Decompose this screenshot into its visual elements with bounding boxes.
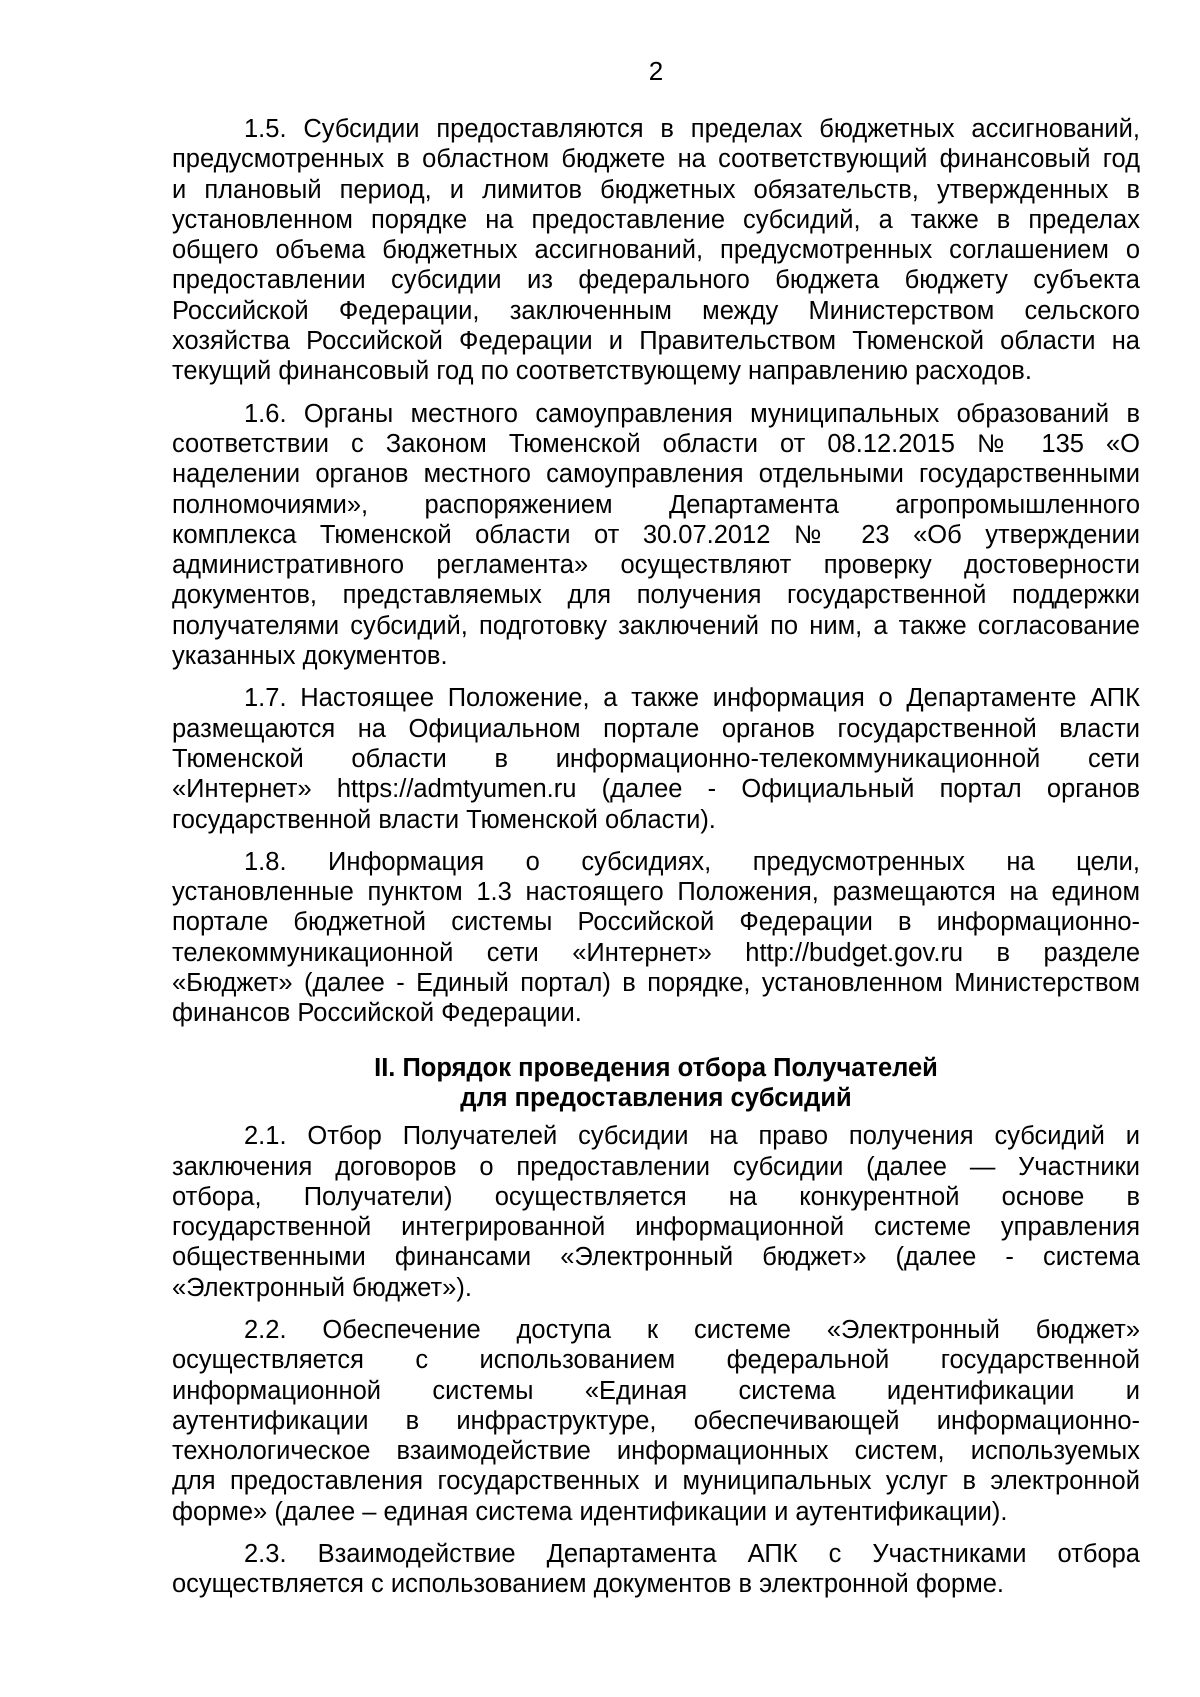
- paragraph-line: текущий финансовый год по соответствующему направлению расходов.: [172, 357, 1032, 386]
- section-1-paragraphs: [172, 114, 1140, 1029]
- paragraph-line: заключения договоров о предоставлении субсидии (далее — Участники: [172, 1152, 1140, 1181]
- section-heading-line-2: для предоставления субсидий: [460, 1083, 852, 1112]
- paragraph: [172, 683, 1140, 834]
- paragraph-line: наделении органов местного самоуправления отдельными государственными: [172, 460, 1140, 489]
- paragraph-line: для предоставления государственных и муниципальных услуг в электронной: [172, 1467, 1140, 1496]
- paragraph-line: комплекса Тюменской области от 30.07.2012 № 23 «Об утверждении: [172, 520, 1140, 549]
- paragraph-line: технологическое взаимодействие информационных систем, используемых: [172, 1437, 1140, 1466]
- paragraph-line: государственной интегрированной информационной системе управления: [172, 1213, 1140, 1242]
- paragraph-line: «Бюджет» (далее - Единый портал) в порядке, установленном Министерством: [172, 969, 1140, 998]
- paragraph-line: 1.8. Информация о субсидиях, предусмотренных на цели,: [244, 847, 1140, 876]
- paragraph-line: соответствии с Законом Тюменской области от 08.12.2015 № 135 «О: [172, 429, 1140, 458]
- paragraph: [172, 1121, 1140, 1303]
- paragraph-line: предоставлении субсидии из федерального бюджета бюджету субъекта: [172, 266, 1140, 295]
- paragraph-line: полномочиями», распоряжением Департамента агропромышленного: [172, 490, 1140, 519]
- paragraph-line: 2.2. Обеспечение доступа к системе «Электронный бюджет»: [244, 1315, 1140, 1344]
- paragraph: [172, 1315, 1140, 1527]
- paragraph-line: 1.7. Настоящее Положение, а также информация о Департаменте АПК: [244, 684, 1140, 713]
- paragraph-line: «Интернет» https://admtyumen.ru (далее - Официальный портал органов: [172, 775, 1140, 804]
- paragraph-line: Российской Федерации, заключенным между Министерством сельского: [172, 296, 1140, 325]
- document-body: [172, 114, 1140, 1612]
- paragraph-line: 1.5. Субсидии предоставляются в пределах бюджетных ассигнований,: [244, 115, 1140, 143]
- paragraph-line: хозяйства Российской Федерации и Правительством Тюменской области на: [172, 327, 1140, 356]
- paragraph: [172, 1539, 1140, 1600]
- paragraph: [172, 114, 1140, 387]
- paragraph-line: 1.6. Органы местного самоуправления муниципальных образований в: [244, 399, 1140, 428]
- paragraph-line: общественными финансами «Электронный бюджет» (далее - система: [172, 1243, 1140, 1272]
- paragraph-line: «Электронный бюджет»).: [172, 1273, 472, 1302]
- paragraph-line: финансов Российской Федерации.: [172, 999, 582, 1028]
- paragraph-line: портале бюджетной системы Российской Федерации в информационно-: [172, 908, 1140, 937]
- section-2-paragraphs: [172, 1121, 1140, 1599]
- paragraph-line: указанных документов.: [172, 642, 448, 671]
- paragraph-line: размещаются на Официальном портале органов государственной власти: [172, 714, 1140, 743]
- paragraph-line: осуществляется с использованием федеральной государственной: [172, 1346, 1140, 1375]
- paragraph-line: Тюменской области в информационно-телекоммуникационной сети: [172, 744, 1140, 773]
- paragraph-line: общего объема бюджетных ассигнований, предусмотренных соглашением о: [172, 236, 1140, 265]
- paragraph-line: предусмотренных в областном бюджете на соответствующий финансовый год: [172, 145, 1140, 174]
- paragraph-line: отбора, Получатели) осуществляется на конкурентной основе в: [172, 1182, 1140, 1211]
- paragraph-line: документов, представляемых для получения государственной поддержки: [172, 581, 1140, 610]
- paragraph-line: 2.1. Отбор Получателей субсидии на право получения субсидий и: [244, 1122, 1140, 1151]
- paragraph-line: информационной системы «Единая система идентификации и: [172, 1376, 1140, 1405]
- paragraph: [172, 847, 1140, 1029]
- paragraph-line: телекоммуникационной сети «Интернет» http://budget.gov.ru в разделе: [172, 938, 1140, 967]
- paragraph-line: установленные пунктом 1.3 настоящего Положения, размещаются на едином: [172, 878, 1140, 907]
- section-heading: [172, 1053, 1140, 1114]
- paragraph-line: административного регламента» осуществляют проверку достоверности: [172, 551, 1140, 580]
- paragraph-line: государственной власти Тюменской области).: [172, 805, 716, 834]
- paragraph-line: и плановый период, и лимитов бюджетных обязательств, утвержденных в: [172, 175, 1140, 204]
- paragraph: [172, 399, 1140, 672]
- paragraph-line: 2.3. Взаимодействие Департамента АПК с Участниками отбора: [244, 1540, 1140, 1569]
- paragraph-line: форме» (далее – единая система идентификации и аутентификации).: [172, 1497, 1008, 1526]
- page-number: 2: [648, 56, 664, 86]
- section-heading-line-1: II. Порядок проведения отбора Получателей: [374, 1053, 938, 1082]
- paragraph-line: осуществляется с использованием документов в электронной форме.: [172, 1570, 1004, 1599]
- paragraph-line: аутентификации в инфраструктуре, обеспечивающей информационно-: [172, 1406, 1140, 1435]
- paragraph-line: получателями субсидий, подготовку заключений по ним, а также согласование: [172, 611, 1140, 640]
- paragraph-line: установленном порядке на предоставление субсидий, а также в пределах: [172, 205, 1140, 234]
